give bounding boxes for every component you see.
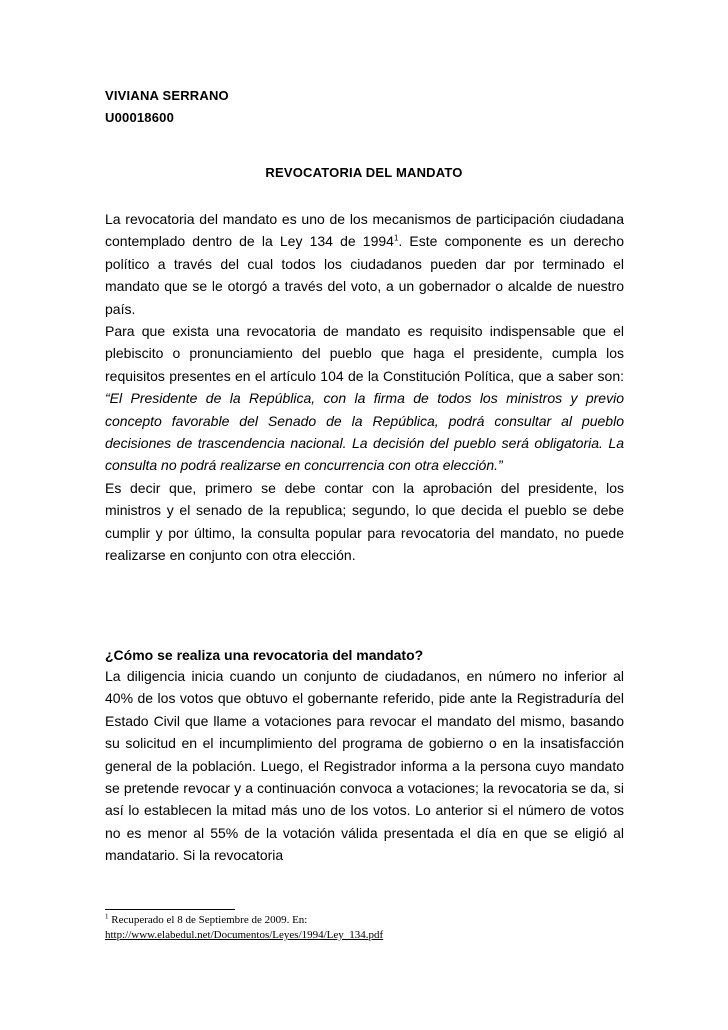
paragraph-1: [105, 208, 624, 320]
paragraph-2: [105, 320, 624, 477]
footnote-separator: [105, 909, 235, 910]
footnote-ref: 1: [393, 233, 399, 243]
author-name: VIVIANA SERRANO: [105, 88, 229, 103]
footnote-text: Recuperado el 8 de Septiembre de 2009. En:: [108, 914, 308, 926]
footnote: [105, 913, 625, 943]
footnote-link-line: [105, 928, 625, 943]
paragraph-2-text: Para que exista una revocatoria de mandato es requisito indispensable que el plebiscito o pronunciamiento del pueblo que haga el presidente, cumpla los requisitos presentes en el artículo 104 de la Constitución Política, que a saber son:: [105, 323, 624, 384]
body-block-2: [105, 665, 624, 867]
student-id: U00018600: [105, 110, 175, 125]
constitution-quote: “El Presidente de la República, con la firma de todos los ministros y previo concepto favorable del Senado de la República, podrá consultar al pueblo decisiones de trascendencia nacional. La decisión del pueblo será obligatoria. La consulta no podrá realizarse en concurrencia con otra elección.”: [105, 390, 624, 474]
document-title: REVOCATORIA DEL MANDATO: [265, 165, 463, 180]
footnote-link[interactable]: http://www.elabedul.net/Documentos/Leyes/1994/Ley_134.pdf: [105, 929, 384, 941]
section-heading: ¿Cómo se realiza una revocatoria del mandato?: [105, 647, 424, 663]
paragraph-1-text-b: . Este componente es un derecho político a través del cual todos los ciudadanos pueden dar por terminado el mandato que se le otorgó a través del voto, a un gobernador o alcalde de nuestro país.: [105, 233, 624, 317]
footnote-number: 1: [105, 912, 109, 921]
paragraph-1-text-a: La revocatoria del mandato es uno de los mecanismos de participación ciudadana contemplado dentro de la Ley 134 de 1994: [105, 211, 624, 250]
paragraph-3: Es decir que, primero se debe contar con la aprobación del presidente, los ministros y el senado de la republica; segundo, lo que decida el pueblo se debe cumplir y por último, la consulta popular para revocatoria del mandato, no puede realizarse en conjunto con otra elección.: [105, 479, 624, 564]
paragraph-4: La diligencia inicia cuando un conjunto de ciudadanos, en número no inferior al 40% de los votos que obtuvo el gobernante referido, pide ante la Registraduría del Estado Civil que llame a votaciones para revocar el mandato del mismo, basando su solicitud en el incumplimiento del programa de gobierno o en la insatisfacción general de la población. Luego, el Registrador informa a la persona cuyo mandato se pretende revocar y a continuación convoca a votaciones; la revocatoria se da, si así lo establecen la mitad más uno de los votos. Lo anterior si el número de votos no es menor al 55% de la votación válida presentada el día en que se eligió al mandatario. Si la revocatoria: [105, 668, 624, 864]
body-block-1: [105, 208, 624, 567]
footnote-line: [105, 913, 625, 928]
